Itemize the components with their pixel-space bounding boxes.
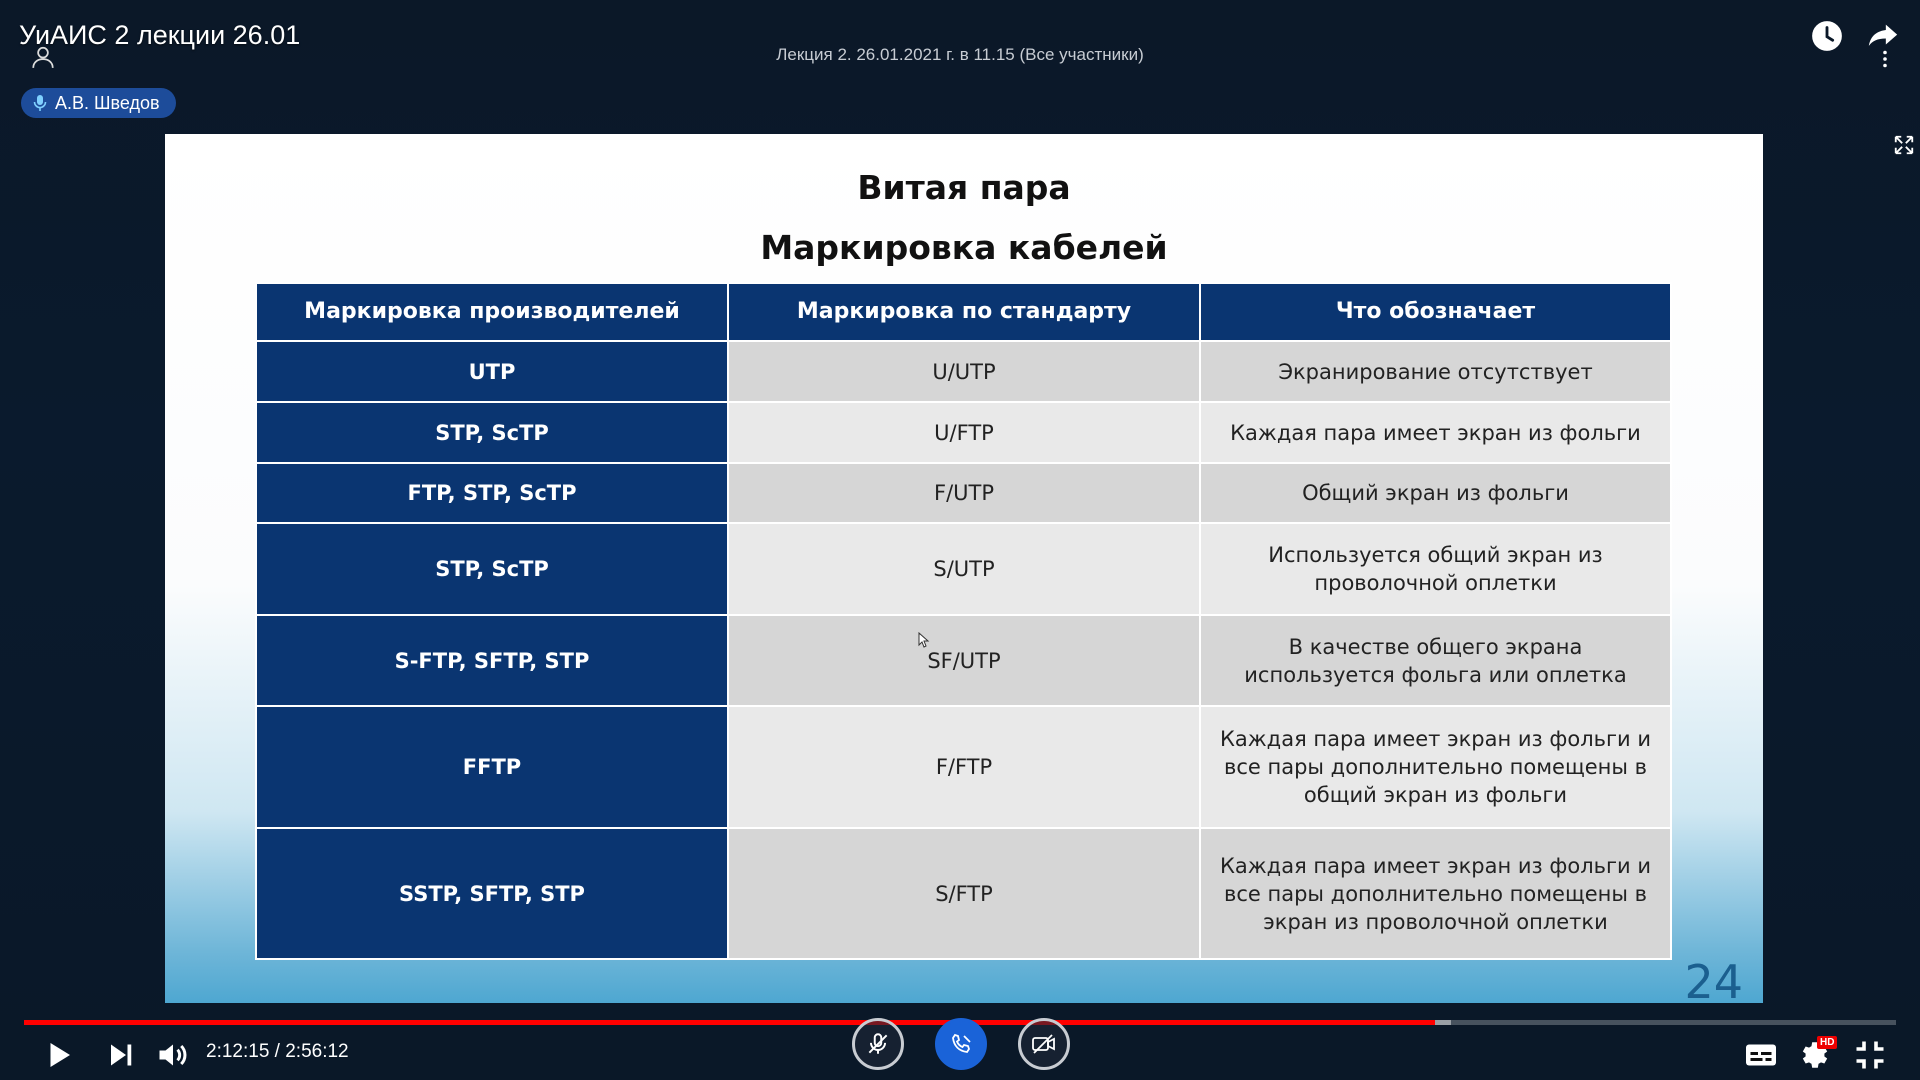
table-header-row — [256, 283, 1671, 341]
hd-badge: HD — [1817, 1036, 1837, 1049]
maker-marking-cell: FTP, STP, ScTP — [256, 463, 728, 523]
slide-heading: Витая пара — [857, 168, 1071, 207]
standard-marking-cell: U/UTP — [728, 341, 1200, 402]
share-icon[interactable] — [1866, 19, 1900, 53]
table-row — [256, 402, 1671, 463]
meaning-cell: Общий экран из фольги — [1200, 463, 1671, 523]
standard-marking-cell: SF/UTP — [728, 615, 1200, 706]
slide-subheading: Маркировка кабелей — [760, 228, 1168, 267]
table-row — [256, 828, 1671, 959]
progress-played — [24, 1020, 1435, 1025]
camera-off-button[interactable] — [1018, 1018, 1070, 1070]
meaning-cell: Каждая пара имеет экран из фольги и все пары дополнительно помещены в экран из проволочной оплетки — [1200, 828, 1671, 959]
maker-marking-cell: STP, ScTP — [256, 523, 728, 615]
slide-page-number: 24 — [1684, 955, 1743, 1003]
standard-marking-cell: U/FTP — [728, 402, 1200, 463]
play-icon[interactable] — [40, 1037, 76, 1073]
next-icon[interactable] — [102, 1037, 138, 1073]
table-row — [256, 706, 1671, 828]
standard-marking-cell: S/FTP — [728, 828, 1200, 959]
call-button[interactable] — [935, 1018, 987, 1070]
microphone-icon — [33, 94, 47, 112]
subtitles-icon[interactable] — [1743, 1037, 1779, 1073]
column-header: Маркировка по стандарту — [728, 283, 1200, 341]
table-row — [256, 615, 1671, 706]
maker-marking-cell: STP, ScTP — [256, 402, 728, 463]
presentation-slide — [165, 134, 1763, 1003]
column-header: Что обозначает — [1200, 283, 1671, 341]
more-vert-icon[interactable] — [1881, 50, 1889, 68]
maker-marking-cell: UTP — [256, 341, 728, 402]
table-row — [256, 523, 1671, 615]
video-off-icon — [1030, 1032, 1058, 1056]
meaning-cell: Каждая пара имеет экран из фольги — [1200, 402, 1671, 463]
exit-fullscreen-icon[interactable] — [1852, 1037, 1888, 1073]
phone-icon — [949, 1032, 973, 1056]
meaning-cell: Используется общий экран из проволочной оплетки — [1200, 523, 1671, 615]
meaning-cell: Экранирование отсутствует — [1200, 341, 1671, 402]
maker-marking-cell: SSTP, SFTP, STP — [256, 828, 728, 959]
video-title[interactable]: УиАИС 2 лекции 26.01 — [19, 20, 301, 50]
clock-icon[interactable] — [1810, 19, 1844, 53]
maker-marking-cell: S-FTP, SFTP, STP — [256, 615, 728, 706]
standard-marking-cell: F/FTP — [728, 706, 1200, 828]
meaning-cell: Каждая пара имеет экран из фольги и все пары дополнительно помещены в общий экран из фольги — [1200, 706, 1671, 828]
maker-marking-cell: FFTP — [256, 706, 728, 828]
cable-marking-table — [255, 282, 1672, 960]
meaning-cell: В качестве общего экрана используется фольга или оплетка — [1200, 615, 1671, 706]
volume-icon[interactable] — [155, 1037, 191, 1073]
mute-microphone-button[interactable] — [852, 1018, 904, 1070]
speaker-name: А.В. Шведов — [55, 92, 160, 113]
standard-marking-cell: F/UTP — [728, 463, 1200, 523]
time-display: 2:12:15 / 2:56:12 — [206, 1041, 349, 1062]
mouse-cursor-icon — [918, 632, 930, 648]
fullscreen-icon[interactable] — [1893, 134, 1915, 156]
table-row — [256, 463, 1671, 523]
column-header: Маркировка производителей — [256, 283, 728, 341]
standard-marking-cell: S/UTP — [728, 523, 1200, 615]
meeting-title: Лекция 2. 26.01.2021 г. в 11.15 (Все участники) — [776, 45, 1144, 64]
speaker-badge — [21, 88, 176, 118]
settings-button[interactable] — [1798, 1036, 1838, 1074]
table-row — [256, 341, 1671, 402]
mic-off-icon — [865, 1031, 891, 1057]
